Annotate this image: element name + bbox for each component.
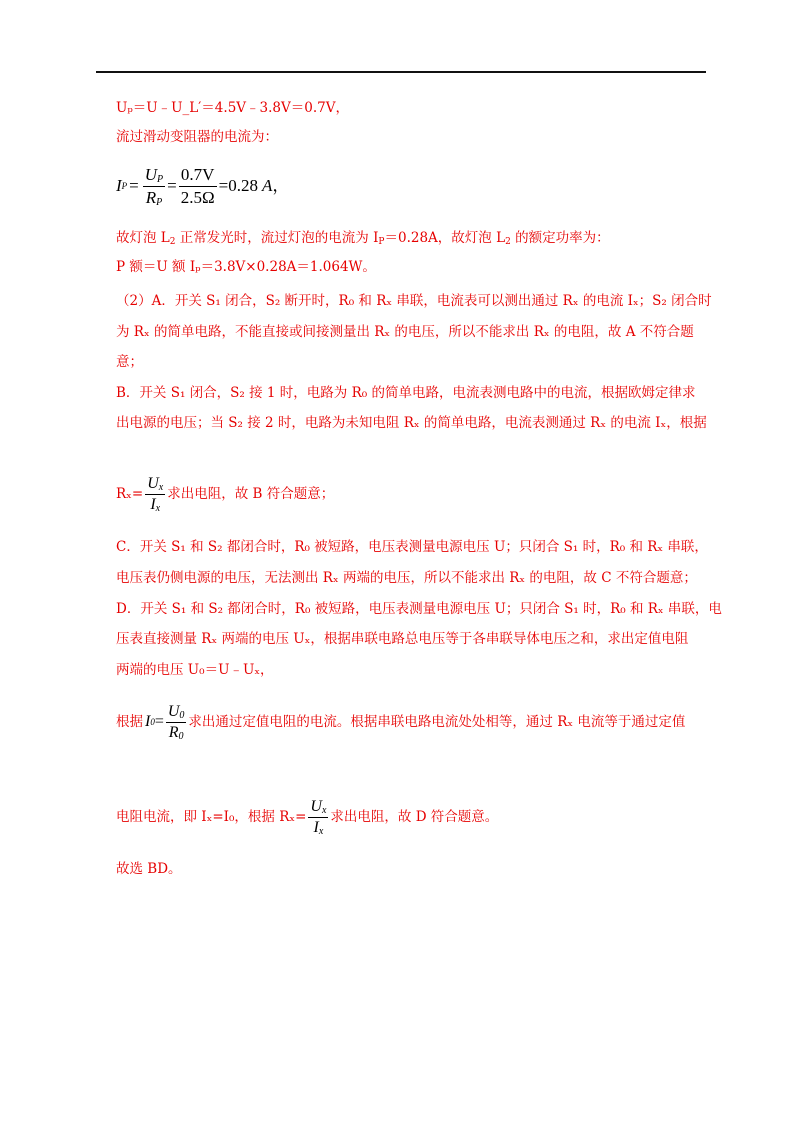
text-line: 两端的电压 U₀＝U﹣Uₓ，	[116, 662, 274, 678]
formula-line-d1: 根据 I 0 = $\frac{U_0}{R_0}$ 求出通过定值电阻的电流。根据串联电路电流处处相等，通过 Rₓ 电流等于通过定值	[116, 702, 686, 742]
text-line: 意；	[116, 354, 143, 370]
text-line: P 额＝U 额 Iₚ＝3.8V×0.28A＝1.064W。	[116, 259, 376, 275]
fraction: $\frac{U_P}{R_P}$	[144, 164, 164, 208]
text-line: C．开关 S₁ 和 S₂ 都闭合时，R₀ 被短路，电压表测量电源电压 U；只闭合 S₁ 时，R₀ 和 Rₓ 串联，	[116, 539, 708, 555]
text-line: Uₚ＝U﹣U_L′＝4.5V﹣3.8V＝0.7V，	[116, 100, 349, 116]
text-line: （2）A．开关 S₁ 闭合，S₂ 断开时，R₀ 和 Rₓ 串联，电流表可以测出通过 Rₓ 的电流 Iₓ；S₂ 闭合时	[116, 293, 712, 309]
text-line: 压表直接测量 Rₓ 两端的电压 Uₓ，根据串联电路总电压等于各串联导体电压之和，求出定值电阻	[116, 631, 689, 647]
text-line: B．开关 S₁ 闭合，S₂ 接 1 时，电路为 R₀ 的简单电路，电流表测电路中的电流，根据欧姆定律求	[116, 385, 696, 401]
text-line: 流过滑动变阻器的电流为：	[116, 129, 278, 145]
fraction: $\frac{0.7V}{2.5\Omega}$	[180, 164, 215, 207]
text-line: 出电源的电压；当 S₂ 接 2 时，电路为未知电阻 Rₓ 的简单电路，电流表测通过 Rₓ 的电流 Iₓ，根据	[116, 415, 707, 431]
formula-line-b: Rₓ= $\frac{U_x}{I_x}$ 求出电阻，故 B 符合题意；	[116, 474, 335, 514]
text-line: 故灯泡 $L_2$ 正常发光时，流过灯泡的电流为 $I_P=0.28A$，故灯泡 $L_2$ 的额定功率为：	[116, 230, 610, 247]
text-line: 为 Rₓ 的简单电路，不能直接或间接测量出 Rₓ 的电压，所以不能求出 Rₓ 的电阻，故 A 不符合题	[116, 324, 694, 340]
fraction: $\frac{U_0}{R_0}$	[167, 702, 185, 742]
text-line: D．开关 S₁ 和 S₂ 都闭合时，R₀ 被短路，电压表测量电源电压 U；只闭合 S₁ 时，R₀ 和 Rₓ 串联，电	[116, 601, 722, 617]
formula-line-d2: 电阻电流，即 Iₓ=I₀，根据 Rₓ= $\frac{U_x}{I_x}$ 求出电阻，故 D 符合题意。	[116, 797, 499, 837]
formula-current-p: I P = $\frac{U_P}{R_P}$ = $\frac{0.7V}{2.5\Omega}$ =0.28 A ，	[116, 164, 290, 208]
text-line: 故选 BD。	[116, 861, 182, 877]
header-rule	[96, 71, 706, 73]
fraction: $\frac{U_x}{I_x}$	[310, 797, 327, 837]
fraction: $\frac{U_x}{I_x}$	[147, 474, 164, 514]
text-line: 电压表仍侧电源的电压，无法测出 Rₓ 两端的电压，所以不能求出 Rₓ 的电阻，故 C 不符合题意；	[116, 570, 697, 586]
